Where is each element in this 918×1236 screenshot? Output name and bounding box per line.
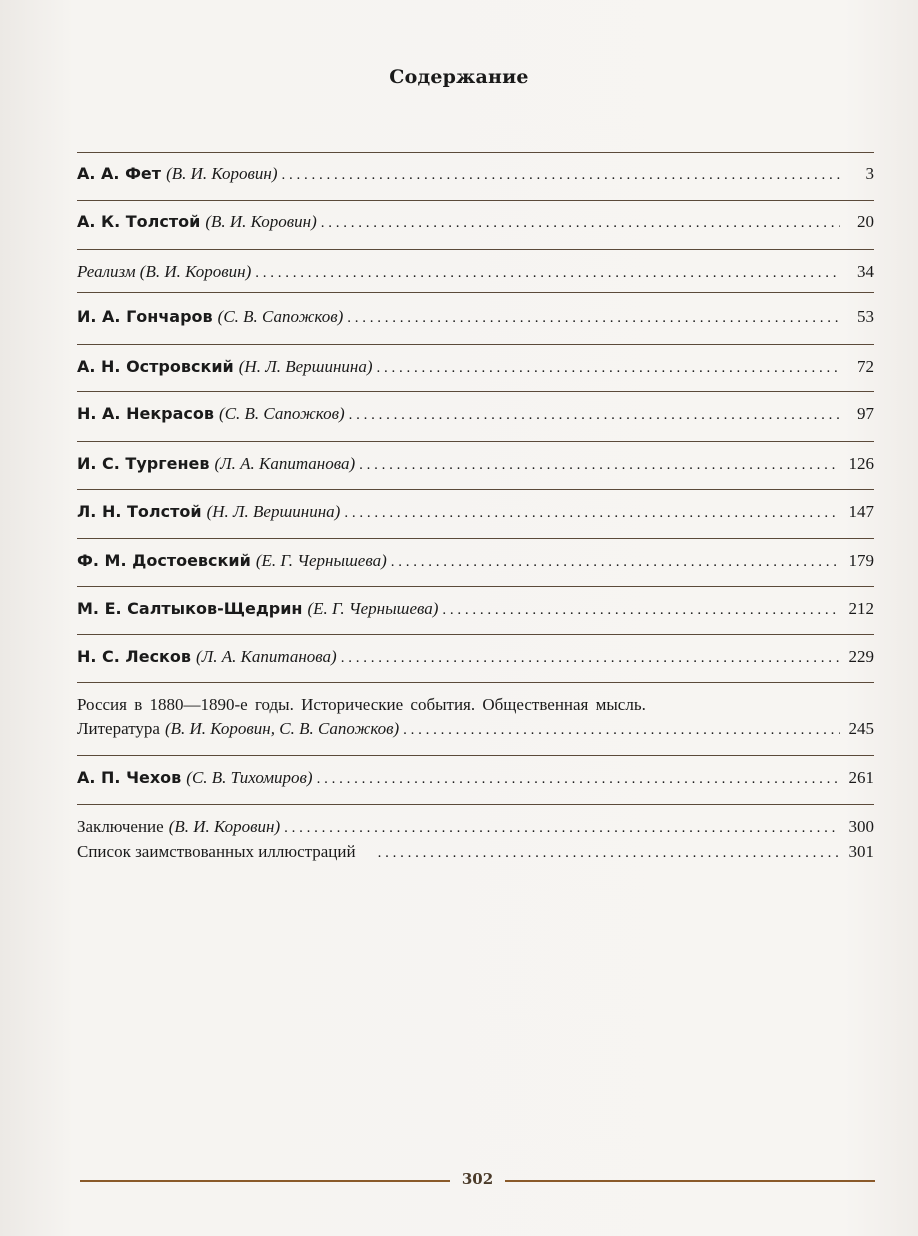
toc-entry-fet[interactable]: А. А. Фет (В. И. Коровин) . . . 3 <box>77 162 874 186</box>
toc-entry-dostoevsky[interactable]: Ф. М. Достоевский (Е. Г. Чернышева) . . . 179 <box>77 549 874 573</box>
divider <box>77 441 874 442</box>
divider <box>77 804 874 805</box>
toc-entry-leskov[interactable]: Н. С. Лесков (Л. А. Капитанова) . . . 229 <box>77 645 874 669</box>
divider <box>77 249 874 250</box>
page-title: Содержание <box>389 66 529 88</box>
toc-entry-saltykov[interactable]: М. Е. Салтыков-Щедрин (Е. Г. Чернышева) . . . 212 <box>77 597 874 621</box>
toc-entry-illustrations[interactable]: Список заимствованных иллюстраций . . . 301 <box>77 840 874 864</box>
toc-entry-conclusion[interactable]: Заключение (В. И. Коровин) . . . 300 <box>77 815 874 839</box>
divider <box>77 344 874 345</box>
divider <box>77 538 874 539</box>
toc-entry-ostrovsky[interactable]: А. Н. Островский (Н. Л. Вершинина) . . . 72 <box>77 355 874 379</box>
toc-entry-nekrasov[interactable]: Н. А. Некрасов (С. В. Сапожков) . . . 97 <box>77 402 874 426</box>
toc-entry-goncharov[interactable]: И. А. Гончаров (С. В. Сапожков) . . . 53 <box>77 305 874 329</box>
page-number: 302 <box>461 1170 494 1188</box>
divider <box>77 152 874 153</box>
page-footer <box>80 1170 875 1190</box>
toc-entry-chekhov[interactable]: А. П. Чехов (С. В. Тихомиров) . . . 261 <box>77 766 874 790</box>
divider <box>77 489 874 490</box>
toc-entry-realism[interactable]: Реализм (В. И. Коровин) . . . 34 <box>77 260 874 284</box>
divider <box>77 682 874 683</box>
divider <box>77 292 874 293</box>
footer-rule-right <box>505 1180 875 1182</box>
divider <box>77 586 874 587</box>
divider <box>77 391 874 392</box>
divider <box>77 755 874 756</box>
toc-entry-turgenev[interactable]: И. С. Тургенев (Л. А. Капитанова) . . . 126 <box>77 452 874 476</box>
toc-entry-ak-tolstoy[interactable]: А. К. Толстой (В. И. Коровин) . . . 20 <box>77 210 874 234</box>
toc-entry-russia-1880[interactable]: Россия в 1880—1890-е годы. Исторические события. Общественная мысль. Литература (В. И. Коровин, С. В. Сапожков) . . . 245 <box>77 693 874 741</box>
divider <box>77 634 874 635</box>
divider <box>77 200 874 201</box>
toc-entry-ln-tolstoy[interactable]: Л. Н. Толстой (Н. Л. Вершинина) . . . 147 <box>77 500 874 524</box>
